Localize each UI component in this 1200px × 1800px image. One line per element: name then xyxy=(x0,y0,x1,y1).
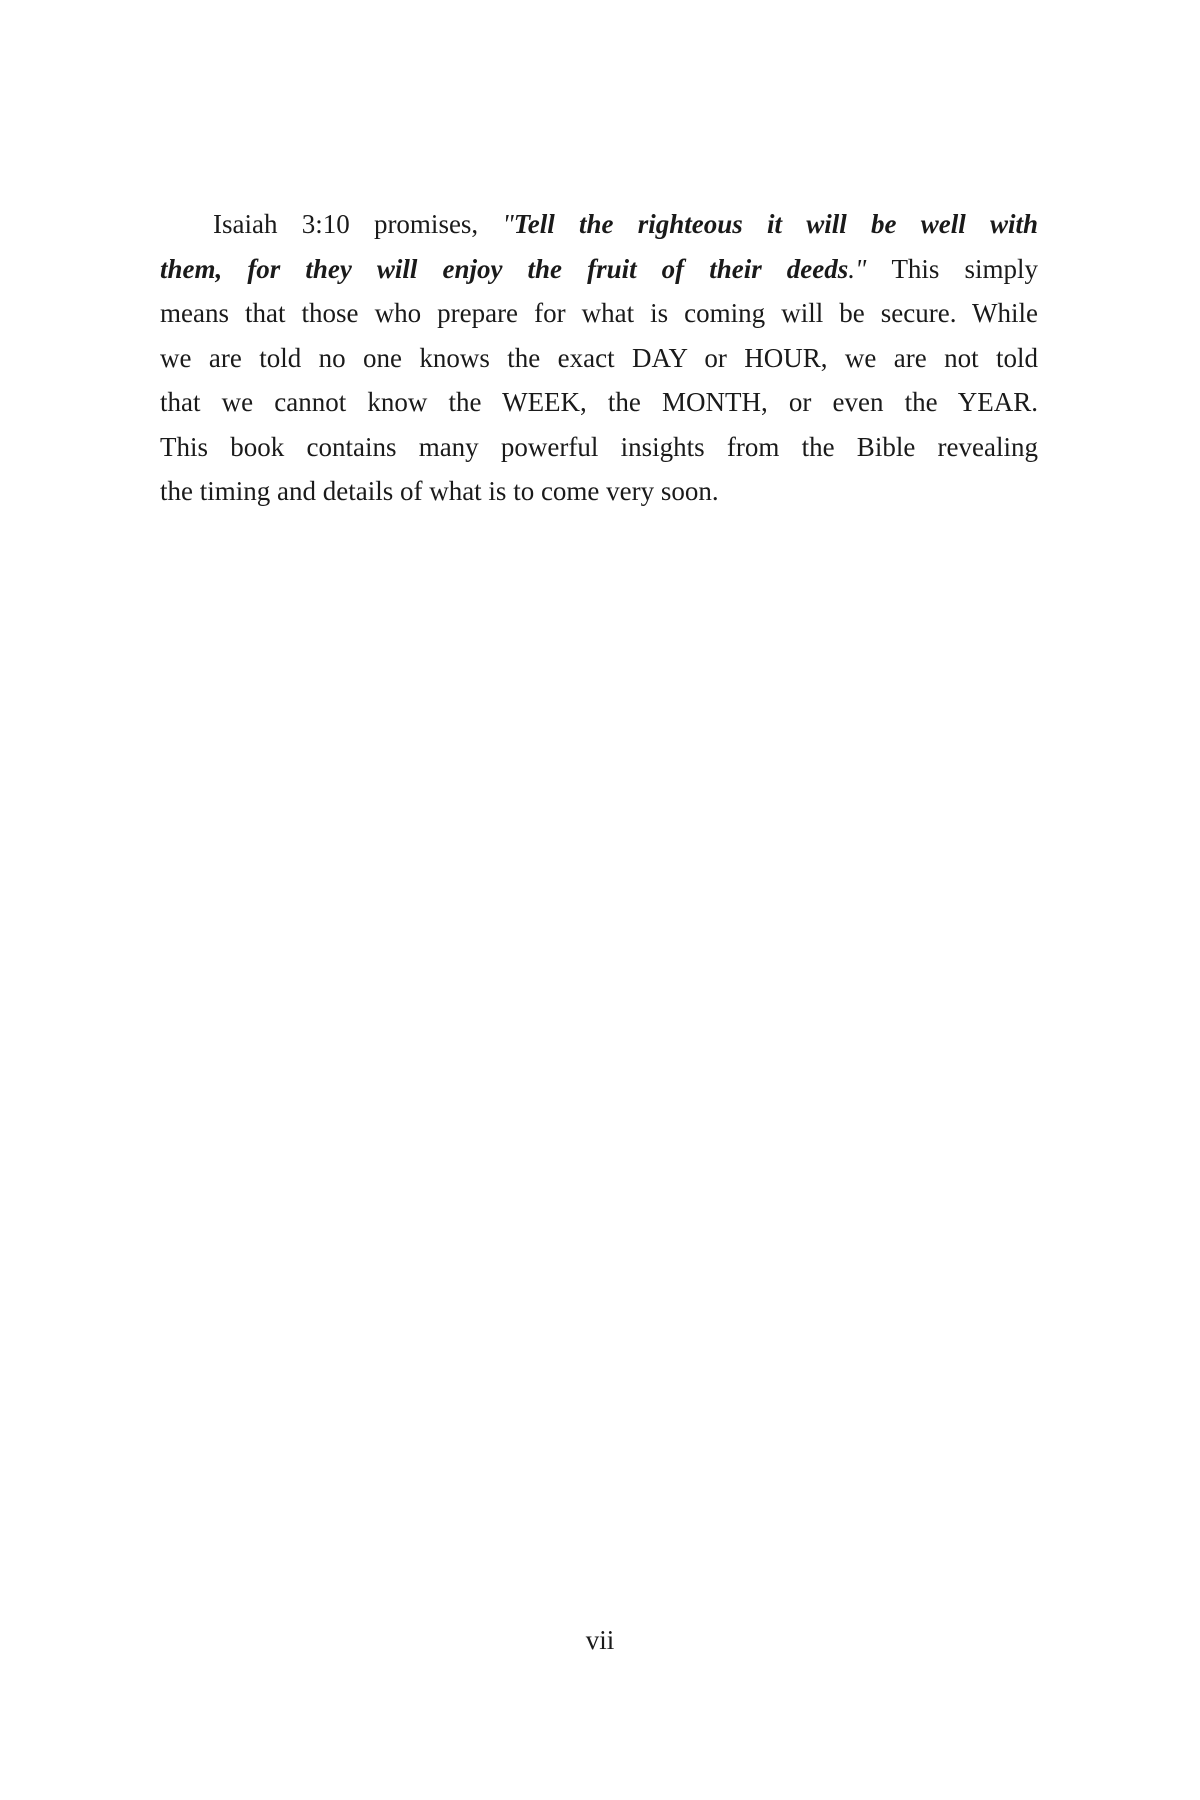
body-paragraph xyxy=(160,202,1038,514)
scripture-quote-part-1: Tell the righteous it will be well with xyxy=(513,209,1039,239)
paragraph-line-1 xyxy=(160,202,1038,247)
paragraph-line-4: we are told no one knows the exact DAY or HOUR, we are not told xyxy=(160,342,1038,373)
page-number: vii xyxy=(585,1625,615,1655)
paragraph-line-6: This book contains many powerful insights from the Bible revealing xyxy=(160,431,1038,462)
scripture-quote-part-2: them, for they will enjoy the fruit of their deeds xyxy=(160,253,849,284)
paragraph-line-2 xyxy=(160,247,1038,292)
citation-intro: Isaiah 3:10 promises, xyxy=(213,209,503,239)
paragraph-line-7: the timing and details of what is to come very soon. xyxy=(160,476,719,506)
paragraph-line-5: that we cannot know the WEEK, the MONTH, or even the YEAR. xyxy=(160,387,1038,417)
commentary-start: This simply xyxy=(891,253,1039,284)
opening-quote-mark: " xyxy=(502,209,514,239)
paragraph-line-3: means that those who prepare for what is coming will be secure. While xyxy=(160,298,1038,328)
closing-quote-mark: ." xyxy=(848,253,892,284)
